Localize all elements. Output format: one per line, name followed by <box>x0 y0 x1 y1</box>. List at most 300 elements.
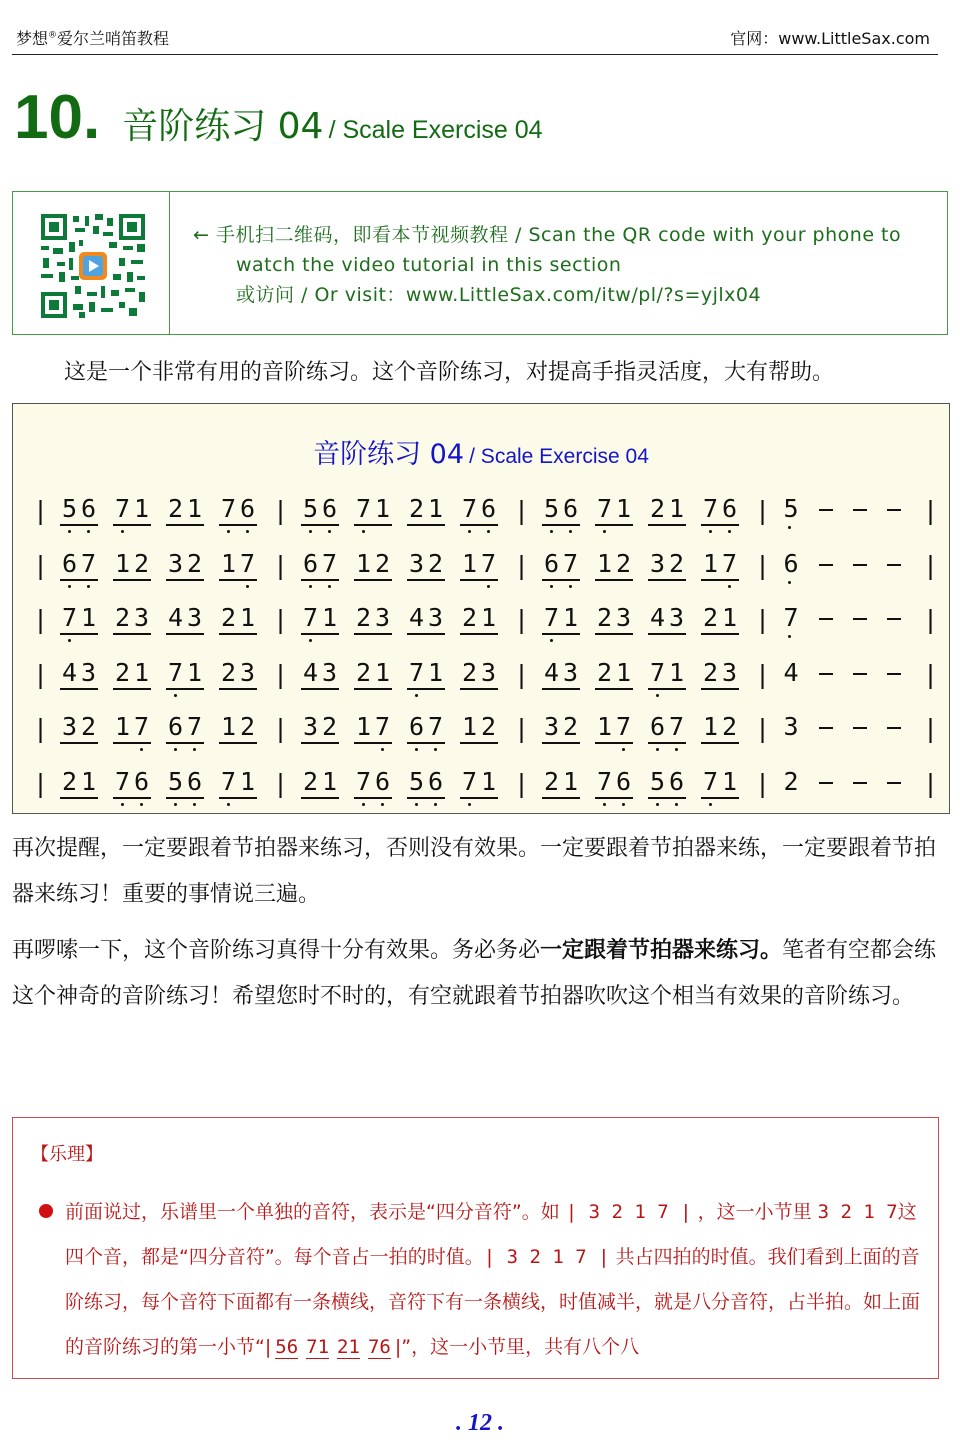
low-octave-dot <box>362 530 365 533</box>
eighth-underline <box>648 524 686 526</box>
note: 1 <box>702 548 719 578</box>
eighth-note-pair <box>595 656 633 692</box>
note: 1 <box>133 657 150 687</box>
note: 7 <box>167 657 184 687</box>
eighth-note-pair <box>407 656 445 692</box>
low-octave-dot <box>603 803 606 806</box>
barline: | <box>514 659 530 689</box>
low-octave-dot <box>468 530 471 533</box>
note: 6 <box>649 712 666 742</box>
eighth-underline <box>219 524 257 526</box>
note: 1 <box>596 548 613 578</box>
score-row <box>13 710 951 750</box>
note: 2 <box>721 712 738 742</box>
note: 2 <box>615 548 632 578</box>
barline: | <box>33 550 49 580</box>
note: 6 <box>427 767 444 796</box>
note: 2 <box>114 657 131 687</box>
note: 1 <box>186 494 203 523</box>
eighth-note-pair <box>407 547 445 583</box>
note: 6 <box>80 494 97 523</box>
low-octave-dot <box>709 530 712 533</box>
eighth-note-pair <box>113 492 151 528</box>
barline: | <box>273 605 289 635</box>
eighth-note-pair <box>701 547 739 583</box>
sustain-dash <box>887 673 901 675</box>
music-theory-box <box>12 1117 939 1379</box>
note: 6 <box>239 494 256 523</box>
low-octave-dot <box>709 803 712 806</box>
eighth-underline <box>595 688 633 690</box>
note: 1 <box>721 767 738 796</box>
low-octave-dot <box>728 530 731 533</box>
low-octave-dot <box>328 585 331 588</box>
low-octave-dot <box>656 803 659 806</box>
eighth-note-pair <box>648 547 686 583</box>
eighth-note-pair <box>219 492 257 528</box>
score-row <box>13 547 951 587</box>
eighth-underline <box>113 688 151 690</box>
eighth-underline <box>407 579 445 581</box>
note: 6 <box>408 712 425 742</box>
note: 6 <box>668 767 685 796</box>
eighth-underline <box>407 633 445 635</box>
eighth-underline <box>113 579 151 581</box>
note: 1 <box>133 494 150 523</box>
eighth-note-pair <box>407 492 445 528</box>
eighth-underline <box>301 633 339 635</box>
whole-note: 2 <box>783 767 799 796</box>
barline: | <box>923 769 939 798</box>
barline: | <box>923 714 939 744</box>
eighth-underline <box>301 797 339 799</box>
note: 1 <box>562 767 579 796</box>
barline: | <box>33 714 49 744</box>
eighth-note-pair <box>354 601 392 637</box>
note: 7 <box>355 494 372 523</box>
eighth-underline <box>460 579 498 581</box>
note: 5 <box>408 767 425 796</box>
low-octave-dot <box>788 526 791 529</box>
note: 2 <box>321 712 338 742</box>
eighth-underline <box>460 524 498 526</box>
low-octave-dot <box>656 748 659 751</box>
low-octave-dot <box>622 803 625 806</box>
example-eighth-21: 21 <box>337 1336 360 1358</box>
note: 1 <box>562 603 579 633</box>
note: 7 <box>596 767 613 796</box>
note: 4 <box>167 603 184 633</box>
eighth-note-pair <box>166 710 204 746</box>
eighth-note-pair <box>701 765 739 801</box>
eighth-underline <box>60 688 98 690</box>
eighth-underline <box>648 742 686 744</box>
eighth-note-pair <box>460 547 498 583</box>
eighth-underline <box>407 524 445 526</box>
note: 3 <box>721 657 738 687</box>
low-octave-dot <box>309 585 312 588</box>
eighth-underline <box>354 579 392 581</box>
barline: | <box>755 659 771 689</box>
barline: | <box>514 714 530 744</box>
note: 5 <box>649 767 666 796</box>
note: 1 <box>702 712 719 742</box>
note: 1 <box>239 603 256 633</box>
note: 2 <box>374 548 391 578</box>
barline: | <box>514 550 530 580</box>
note: 7 <box>61 603 78 633</box>
eighth-underline <box>113 797 151 799</box>
note: 1 <box>721 603 738 633</box>
eighth-underline <box>354 524 392 526</box>
note: 7 <box>702 494 719 523</box>
eighth-underline <box>460 797 498 799</box>
note: 1 <box>80 767 97 796</box>
note: 1 <box>321 603 338 633</box>
note: 6 <box>321 494 338 523</box>
barline: | <box>273 659 289 689</box>
note: 3 <box>408 548 425 578</box>
example-bar-2: | 3 2 1 7 | <box>483 1246 610 1268</box>
eighth-underline <box>60 742 98 744</box>
barline: | <box>33 605 49 635</box>
whole-note: 7 <box>781 601 801 635</box>
low-octave-dot <box>728 585 731 588</box>
qr-line-2: watch the video tutorial in this section <box>236 254 622 276</box>
eighth-note-pair <box>460 765 498 801</box>
eighth-note-pair <box>219 710 257 746</box>
low-octave-dot <box>87 585 90 588</box>
note: 6 <box>167 712 184 742</box>
eighth-underline <box>166 688 204 690</box>
note: 3 <box>239 657 256 687</box>
eighth-note-pair <box>60 601 98 637</box>
eighth-note-pair <box>407 765 445 801</box>
note: 7 <box>133 712 150 742</box>
eighth-note-pair <box>113 547 151 583</box>
low-octave-dot <box>468 803 471 806</box>
whole-note: 5 <box>781 492 801 526</box>
barline: | <box>755 550 771 580</box>
barline: | <box>755 605 771 635</box>
whole-note: 6 <box>781 547 801 581</box>
eighth-underline <box>648 688 686 690</box>
note: 7 <box>186 712 203 742</box>
note: 2 <box>461 603 478 633</box>
eighth-underline <box>460 688 498 690</box>
low-octave-dot <box>569 585 572 588</box>
low-octave-dot <box>140 748 143 751</box>
note: 6 <box>543 548 560 578</box>
example-bar-1: | 3 2 1 7 | <box>565 1201 692 1223</box>
eighth-underline <box>301 579 339 581</box>
low-octave-dot <box>434 748 437 751</box>
low-octave-dot <box>487 585 490 588</box>
qr-code-icon[interactable] <box>39 212 147 320</box>
note: 1 <box>355 712 372 742</box>
barline: | <box>273 550 289 580</box>
eighth-underline <box>60 579 98 581</box>
low-octave-dot <box>174 803 177 806</box>
eighth-note-pair <box>542 601 580 637</box>
note: 7 <box>239 548 256 578</box>
note: 2 <box>427 548 444 578</box>
note: 4 <box>302 657 319 687</box>
page-number: . 12 . <box>456 1410 504 1436</box>
eighth-note-pair <box>460 492 498 528</box>
note: 1 <box>114 548 131 578</box>
eighth-underline <box>113 742 151 744</box>
note: 7 <box>220 494 237 523</box>
note: 5 <box>61 494 78 523</box>
theory-heading: 【乐理】 <box>31 1144 103 1165</box>
header-website: 官网：www.LittleSax.com <box>730 29 930 48</box>
note: 3 <box>133 603 150 633</box>
barline: | <box>923 496 939 525</box>
low-octave-dot <box>121 803 124 806</box>
qr-cell <box>13 192 170 334</box>
note: 3 <box>186 603 203 633</box>
eighth-underline <box>219 797 257 799</box>
eighth-note-pair <box>595 710 633 746</box>
barline: | <box>923 550 939 580</box>
eighth-underline <box>354 797 392 799</box>
sustain-dash <box>887 564 901 566</box>
note: 6 <box>480 494 497 523</box>
note: 7 <box>615 712 632 742</box>
note: 2 <box>702 657 719 687</box>
note: 3 <box>427 603 444 633</box>
note: 1 <box>80 603 97 633</box>
low-octave-dot <box>309 639 312 642</box>
eighth-underline <box>542 579 580 581</box>
bullet-icon <box>39 1204 53 1218</box>
eighth-underline <box>301 524 339 526</box>
eighth-underline <box>60 524 98 526</box>
note: 2 <box>668 548 685 578</box>
note: 3 <box>562 657 579 687</box>
low-octave-dot <box>193 803 196 806</box>
note: 2 <box>408 494 425 523</box>
low-octave-dot <box>193 748 196 751</box>
note: 6 <box>61 548 78 578</box>
eighth-note-pair <box>60 656 98 692</box>
note: 2 <box>133 548 150 578</box>
barline: | <box>33 496 49 525</box>
sustain-dash <box>819 673 833 675</box>
low-octave-dot <box>788 635 791 638</box>
eighth-note-pair <box>595 765 633 801</box>
note: 3 <box>649 548 666 578</box>
sustain-dash <box>853 727 867 729</box>
note: 1 <box>461 548 478 578</box>
note: 4 <box>649 603 666 633</box>
eighth-underline <box>219 688 257 690</box>
low-octave-dot <box>550 530 553 533</box>
note: 7 <box>355 767 372 796</box>
note: 7 <box>427 712 444 742</box>
note: 7 <box>543 603 560 633</box>
note: 1 <box>615 494 632 523</box>
eighth-underline <box>166 524 204 526</box>
eighth-underline <box>595 797 633 799</box>
eighth-underline <box>166 579 204 581</box>
note: 7 <box>408 657 425 687</box>
score-row <box>13 656 951 696</box>
note: 5 <box>543 494 560 523</box>
note: 3 <box>668 603 685 633</box>
note: 2 <box>461 657 478 687</box>
low-octave-dot <box>569 530 572 533</box>
eighth-note-pair <box>354 656 392 692</box>
low-octave-dot <box>656 694 659 697</box>
note: 7 <box>480 548 497 578</box>
header-left: 梦想®爱尔兰哨笛教程 <box>16 29 170 48</box>
eighth-note-pair <box>460 710 498 746</box>
low-octave-dot <box>174 694 177 697</box>
eighth-underline <box>166 797 204 799</box>
low-octave-dot <box>87 530 90 533</box>
title-english: / Scale Exercise 04 <box>328 116 543 144</box>
low-octave-dot <box>227 530 230 533</box>
eighth-note-pair <box>166 601 204 637</box>
eighth-underline <box>542 688 580 690</box>
score-title: 音阶练习 04 / Scale Exercise 04 <box>313 439 649 470</box>
eighth-underline <box>542 742 580 744</box>
barline: | <box>514 496 530 525</box>
low-octave-dot <box>622 748 625 751</box>
eighth-underline <box>301 742 339 744</box>
sustain-dash <box>853 782 867 784</box>
eighth-underline <box>354 688 392 690</box>
eighth-note-pair <box>701 601 739 637</box>
note: 7 <box>562 548 579 578</box>
note: 7 <box>461 494 478 523</box>
eighth-underline <box>701 633 739 635</box>
sustain-dash <box>887 509 901 511</box>
low-octave-dot <box>68 530 71 533</box>
low-octave-dot <box>550 585 553 588</box>
eighth-note-pair <box>542 765 580 801</box>
barline: | <box>273 496 289 525</box>
note: 5 <box>302 494 319 523</box>
sustain-dash <box>853 618 867 620</box>
eighth-note-pair <box>301 656 339 692</box>
low-octave-dot <box>174 748 177 751</box>
barline: | <box>33 769 49 798</box>
note: 4 <box>61 657 78 687</box>
note: 1 <box>615 657 632 687</box>
note: 2 <box>649 494 666 523</box>
eighth-note-pair <box>407 601 445 637</box>
qr-visit-link[interactable]: 或访问 / Or visit：www.LittleSax.com/itw/pl/?s=yjlx04 <box>236 284 762 306</box>
note: 2 <box>61 767 78 796</box>
note: 2 <box>186 548 203 578</box>
note: 6 <box>562 494 579 523</box>
eighth-note-pair <box>60 765 98 801</box>
eighth-underline <box>113 633 151 635</box>
eighth-underline <box>460 742 498 744</box>
eighth-note-pair <box>113 601 151 637</box>
sustain-dash <box>887 782 901 784</box>
eighth-note-pair <box>219 547 257 583</box>
eighth-underline <box>354 633 392 635</box>
sustain-dash <box>887 618 901 620</box>
score-row <box>13 765 951 805</box>
eighth-note-pair <box>648 765 686 801</box>
barline: | <box>273 714 289 744</box>
eighth-note-pair <box>60 547 98 583</box>
sustain-dash <box>853 564 867 566</box>
note: 6 <box>186 767 203 796</box>
eighth-note-pair <box>542 547 580 583</box>
barline: | <box>755 769 771 798</box>
sustain-dash <box>819 564 833 566</box>
note: 7 <box>321 548 338 578</box>
eighth-note-pair <box>60 710 98 746</box>
eighth-note-pair <box>301 765 339 801</box>
low-octave-dot <box>246 585 249 588</box>
eighth-note-pair <box>219 765 257 801</box>
low-octave-dot <box>328 530 331 533</box>
note: 1 <box>596 712 613 742</box>
note: 1 <box>461 712 478 742</box>
qr-line-1: ← 手机扫二维码，即看本节视频教程 / Scan the QR code with your phone to <box>193 224 902 246</box>
eighth-note-pair <box>113 765 151 801</box>
sustain-dash <box>819 509 833 511</box>
note: 7 <box>302 603 319 633</box>
eighth-underline <box>542 797 580 799</box>
eighth-note-pair <box>595 492 633 528</box>
note: 2 <box>302 767 319 796</box>
eighth-underline <box>595 742 633 744</box>
note: 2 <box>480 712 497 742</box>
low-octave-dot <box>675 803 678 806</box>
note: 1 <box>355 548 372 578</box>
note: 6 <box>302 548 319 578</box>
barline: | <box>273 769 289 798</box>
low-octave-dot <box>788 581 791 584</box>
low-octave-dot <box>246 530 249 533</box>
eighth-note-pair <box>407 710 445 746</box>
eighth-note-pair <box>648 601 686 637</box>
low-octave-dot <box>434 803 437 806</box>
eighth-underline <box>407 797 445 799</box>
note: 2 <box>562 712 579 742</box>
eighth-note-pair <box>460 656 498 692</box>
section-number: 10. <box>14 83 101 152</box>
eighth-note-pair <box>219 601 257 637</box>
page-header <box>12 22 938 55</box>
note: 7 <box>702 767 719 796</box>
example-eighth-56: 56 <box>275 1336 299 1358</box>
note: 3 <box>302 712 319 742</box>
note: 7 <box>461 767 478 796</box>
eighth-underline <box>219 633 257 635</box>
note: 7 <box>668 712 685 742</box>
eighth-note-pair <box>219 656 257 692</box>
eighth-note-pair <box>701 710 739 746</box>
eighth-note-pair <box>60 492 98 528</box>
eighth-underline <box>595 633 633 635</box>
eighth-note-pair <box>301 492 339 528</box>
note: 3 <box>374 603 391 633</box>
eighth-underline <box>701 688 739 690</box>
note: 1 <box>220 712 237 742</box>
note: 1 <box>239 767 256 796</box>
eighth-underline <box>60 633 98 635</box>
note: 1 <box>668 657 685 687</box>
